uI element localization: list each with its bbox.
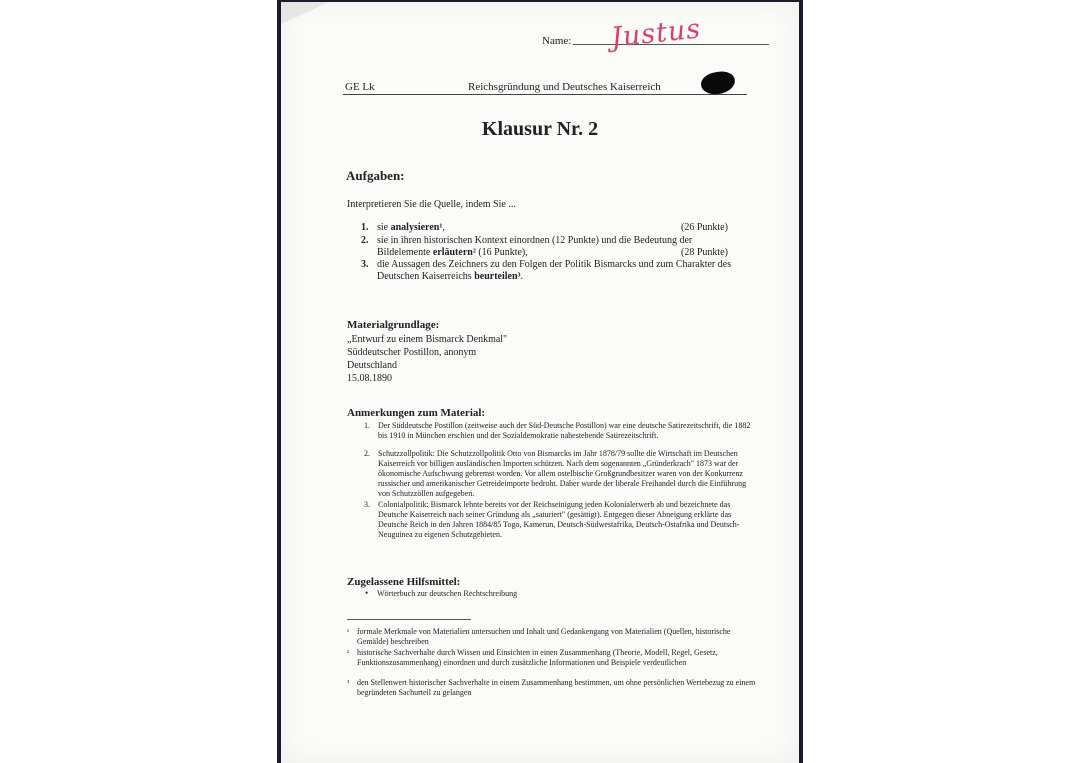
annotation-text: Schutzzollpolitik: Die Schutzzollpolitik Otto von Bismarcks im Jahr 1878/79 sollte die Wirtschaft im Deutschen Kaiserreich vor billigen ausländischen Importen schützen. Nach dem sogenannten „Gründerkrach" 1873 war der ökonomische Aufschwung gebremst worden. Vor allem ostelbische Großgrundbesitzer waren von der Konkurrenz russischer und amerikanischer Getreideimporte bedroht. Daher wurde der liberale Freihandel durch die Einführung von Schutzzöllen aufgegeben. — [378, 449, 747, 498]
folded-corner — [281, 2, 341, 32]
footnote-text: historische Sachverhalte durch Wissen und Einsichten in einen Zusammenhang (Theorie, Modell, Regel, Gesetz, Funktionszusammenhang) einordnen und durch zusätzliche Informationen und Beispiele verdeutlichen — [357, 648, 718, 667]
footnote-mark: ¹ — [347, 628, 350, 636]
tasks-intro: Interpretieren Sie die Quelle, indem Sie ... — [347, 199, 516, 210]
student-name-handwritten: Justus — [609, 13, 703, 54]
exam-page — [281, 2, 799, 763]
aids-item: Wörterbuch zur deutschen Rechtschreibung — [377, 589, 518, 598]
footnote-1 — [347, 627, 757, 647]
task-1-points: (26 Punkte) — [681, 222, 728, 233]
task-text-end: (16 Punkte), — [475, 247, 528, 258]
task-operator: erläutern² — [432, 247, 476, 258]
task-operator: beurteilen³ — [474, 271, 521, 282]
annotation-number: 2. — [364, 449, 370, 458]
footnote-mark: ³ — [347, 679, 350, 687]
task-item-1 — [363, 222, 445, 234]
material-title: „Entwurf zu einem Bismarck Denkmal" — [347, 334, 508, 345]
annotation-number: 3. — [364, 500, 370, 509]
footnote-3 — [347, 678, 757, 698]
task-text: sie in ihren historischen Kontext einordnen (12 Punkte) und die Bedeutung der Bildelemente — [377, 235, 693, 258]
material-heading: Materialgrundlage: — [347, 319, 440, 331]
topic-label: Reichsgründung und Deutsches Kaiserreich — [468, 81, 661, 93]
footnote-text: formale Merkmale von Materialien untersuchen und Inhalt und Gedankengang von Materialien (Quellen, historische Gemälde) beschreiben — [357, 627, 731, 646]
task-number: 3. — [361, 259, 369, 270]
ink-blot — [700, 70, 737, 97]
task-number: 1. — [361, 222, 369, 233]
footnote-text: den Stellenwert historischer Sachverhalte in einem Zusammenhang bestimmen, um ohne persönlichen Wertebezug zu einem begründeten Sachurteil zu gelangen — [357, 678, 756, 697]
material-date: 15.08.1890 — [347, 373, 392, 384]
task-text-end: . — [520, 271, 524, 282]
aids-heading: Zugelassene Hilfsmittel: — [347, 576, 461, 588]
bullet-icon: • — [365, 588, 369, 598]
background-left — [0, 0, 279, 763]
task-text: die Aussagen des Zeichners zu den Folgen der Politik Bismarcks und zum Charakter des Deutschen Kaiserreichs — [377, 259, 732, 282]
task-number: 2. — [361, 235, 369, 246]
tasks-heading: Aufgaben: — [346, 168, 405, 183]
annotation-item-1 — [364, 421, 758, 441]
material-country: Deutschland — [347, 360, 397, 371]
annotation-number: 1. — [364, 421, 370, 430]
annotation-text: Der Süddeutsche Postillon (zeitweise auch der Süd-Deutsche Postillon) war eine deutsche Satirezeitschrift, die 1882 bis 1910 in München erschien und der Sozialdemokratie nahestehende Satirezeitschrift. — [378, 421, 751, 440]
footnote-2 — [347, 648, 757, 668]
task-item-3 — [363, 259, 748, 283]
annotation-text: Colonialpolitik: Bismarck lehnte bereits vor der Reichseinigung jeden Kolonialerwerb ab und bezeichnete das Deutsche Kaiserreich nach seiner Gründung als „saturiert" (gesättigt). Entgegen dieser Abneigung erklärte das Deutsche Reich in den Jahren 1884/85 Togo, Kamerun, Deutsch-Südwestafrika, Deutsch-Ostafrika und Deutsch-Neuguinea zu eigenen Schutzgebieten. — [378, 500, 740, 539]
annotations-heading: Anmerkungen zum Material: — [347, 407, 486, 419]
task-2-points: (28 Punkte) — [681, 247, 728, 258]
name-label: Name: — [542, 35, 572, 47]
annotation-item-2 — [364, 449, 758, 499]
footnote-mark: ² — [347, 649, 350, 657]
course-label: GE Lk — [345, 81, 375, 93]
page-title: Klausur Nr. 2 — [481, 118, 599, 140]
task-text-end: , — [442, 222, 445, 233]
material-source: Süddeutscher Postillon, anonym — [347, 347, 477, 358]
background-right — [800, 0, 1080, 763]
task-text: sie — [377, 222, 391, 233]
footnote-rule — [347, 619, 471, 620]
task-operator: analysieren¹ — [390, 222, 443, 233]
annotation-item-3 — [364, 500, 758, 540]
header-rule — [343, 94, 747, 95]
